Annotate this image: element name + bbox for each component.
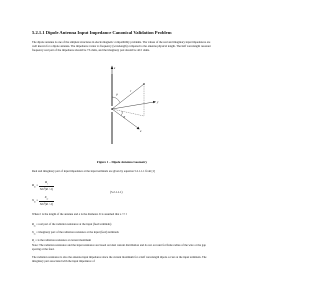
eq-x-den: Sin²(kl / 2) bbox=[39, 201, 54, 206]
note-paragraph: Note: The radiation resistance and the input resistance are based on ideal current distribution and do not account for finite radius of the wire or the gap spacing at the feed. bbox=[32, 243, 206, 251]
y-axis-label: y bbox=[157, 100, 159, 104]
radius-vector bbox=[112, 84, 144, 109]
definitions-list bbox=[32, 222, 212, 245]
eq-r-fraction bbox=[39, 180, 54, 191]
z-axis-arrowhead bbox=[111, 66, 113, 70]
radius-label: r bbox=[130, 89, 132, 93]
eq-r-lhs-sub: in bbox=[33, 186, 36, 189]
theta-arc bbox=[112, 97, 120, 103]
equation-number: (5.2.1.1.1) bbox=[110, 190, 123, 194]
definition-r-r: $R_r$ = is the radiation resistance at current maximum bbox=[32, 237, 92, 244]
equation-x-in: $X_{in}$ = $\frac{X_m}{\text{Sin²(kl / 2)}}$ bbox=[32, 195, 54, 206]
phi-label: φ bbox=[123, 114, 126, 119]
y-axis bbox=[112, 102, 154, 109]
dipole-geometry-figure bbox=[68, 64, 178, 156]
eq-x-lhs-sub: in bbox=[33, 201, 36, 204]
eq-r-num-sub: r bbox=[46, 183, 48, 186]
eq-r-num: R bbox=[45, 180, 47, 184]
eq-x-num-sub: m bbox=[46, 198, 49, 201]
z-axis-label: z bbox=[114, 66, 116, 70]
body-paragraph-4: The radiation resistance is also the antenna input impedance since the current maximum for a half wavelength dipole occurs at the input terminals. The imaginary part associated with the input impedance of bbox=[32, 255, 207, 263]
body-paragraph-2: Where l is the length of the antenna and a is the diameter. It is assumed that a << l bbox=[32, 212, 127, 216]
theta-label: θ bbox=[116, 92, 118, 97]
eq-x-num: X bbox=[44, 195, 47, 199]
phi-arc bbox=[121, 111, 122, 116]
intro-paragraph: The dipole antenna is one of the simplest structures in electromagnetic compatibility problems. The values of the real and imaginary input impedances are well known for a dipole antenna. The impedance varies vs frequency (wavelength) compared to the antenna physical length. The half wavelength resonant frequency real part of the impedance should be 73 ohms, and the imaginary part should be 42.5 ohms. bbox=[32, 40, 211, 52]
equation-r-in: $R_{in}$ = $\frac{R_r}{\text{Sin²(kl / 2)}}$ bbox=[32, 180, 54, 191]
y-axis-arrowhead bbox=[153, 101, 156, 103]
eq-x-fraction bbox=[39, 195, 54, 206]
eq-r-den: Sin²(kl / 2) bbox=[39, 186, 54, 191]
eq-x-lhs: X bbox=[32, 198, 34, 203]
body-paragraph-1: Real and imaginary part of input impedance at the input terminals are given by equation 5.2.1.1.1 from [1] bbox=[32, 169, 156, 173]
section-title: 5.2.1.1 Dipole Antenna Input Impedance Canonical Validation Problem bbox=[32, 30, 172, 35]
eq-r-lhs: R bbox=[32, 183, 34, 188]
figure-caption: Figure 1 – Dipole Antenna Geometry bbox=[96, 160, 148, 164]
definition-r-in: $R_{in}$ = real part of the radiation resistance at the input (feed terminals) bbox=[32, 222, 112, 228]
definition-x-in: $X_{in}$ = imaginary part of the radiation resistance at the input (feed) terminals bbox=[32, 229, 119, 236]
x-axis-label: x bbox=[140, 129, 142, 133]
